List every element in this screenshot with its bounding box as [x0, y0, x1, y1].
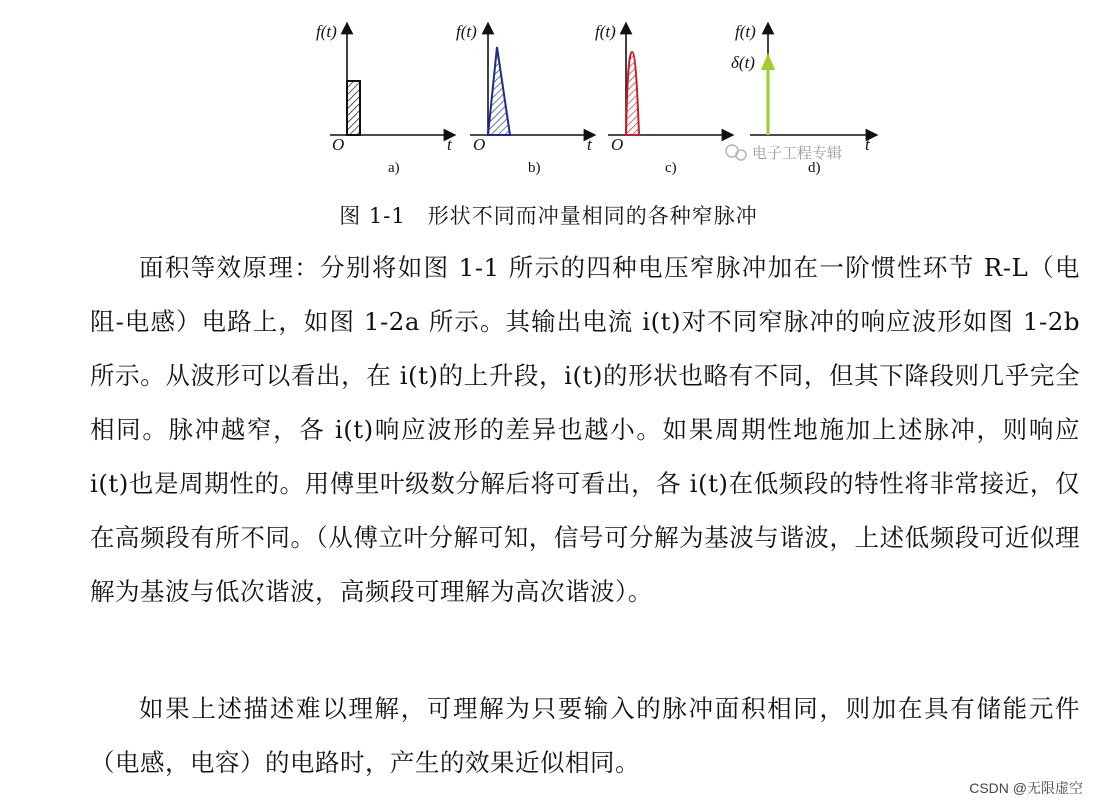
source-watermark: CSDN @无限虚空 [969, 780, 1083, 796]
pulse-figure [290, 10, 890, 195]
panel-d-sublabel: d) [808, 160, 821, 176]
panel-b-triangle-pulse [488, 47, 510, 135]
panel-c-sine-pulse [626, 52, 639, 135]
panel-c-sublabel: c) [665, 160, 677, 176]
panel-b-ylabel: f(t) [456, 22, 477, 41]
figure-caption: 图 1-1 形状不同而冲量相同的各种窄脉冲 [339, 204, 758, 228]
panel-d-impulse-label: δ(t) [731, 53, 755, 72]
watermark [726, 144, 842, 162]
panel-b-xlabel: t [587, 135, 592, 154]
panel-c [595, 22, 728, 176]
panel-b-origin: O [473, 135, 486, 154]
panel-a-ylabel: f(t) [316, 22, 337, 41]
panel-a-origin: O [332, 135, 345, 154]
panel-a-rect-pulse [347, 81, 360, 135]
pulse-diagram [290, 10, 890, 195]
paragraph-simplified: 如果上述描述难以理解，可理解为只要输入的脉冲面积相同，则加在具有储能元件（电感，电容）的电路时，产生的效果近似相同。 [90, 694, 1080, 777]
paragraph-area-equivalence: 面积等效原理：分别将如图 1-1 所示的四种电压窄脉冲加在一阶惯性环节 R-L（电阻-电感）电路上，如图 1-2a 所示。其输出电流 i(t)对不同窄脉冲的响应波形如图 1-2b 所示。从波形可以看出，在 i(t)的上升段，i(t)的形状也略有不同，但其下降段则几乎完全相同。脉冲越窄，各 i(t)响应波形的差异也越小。如果周期性地施加上述脉冲，则响应 i(t)也是周期性的。用傅里叶级数分解后将可看出，各 i(t)在低频段的特性将非常接近，仅在高频段有所不同。（从傅立叶分解可知，信号可分解为基波与谐波，上述低频段可近似理解为基波与低次谐波，高频段可理解为高次谐波）。 [90, 253, 1080, 606]
panel-d-xlabel: t [865, 135, 870, 154]
panel-d-ylabel: f(t) [735, 22, 756, 41]
panel-a-sublabel: a) [388, 160, 400, 176]
panel-c-ylabel: f(t) [595, 22, 616, 41]
panel-a [316, 22, 453, 176]
panel-d-impulse-arrow [761, 53, 775, 70]
panel-b-sublabel: b) [528, 160, 541, 176]
panel-b [456, 22, 593, 176]
watermark-text: 电子工程专辑 [752, 144, 843, 162]
panel-c-origin: O [611, 135, 624, 154]
panel-a-xlabel: t [447, 135, 452, 154]
